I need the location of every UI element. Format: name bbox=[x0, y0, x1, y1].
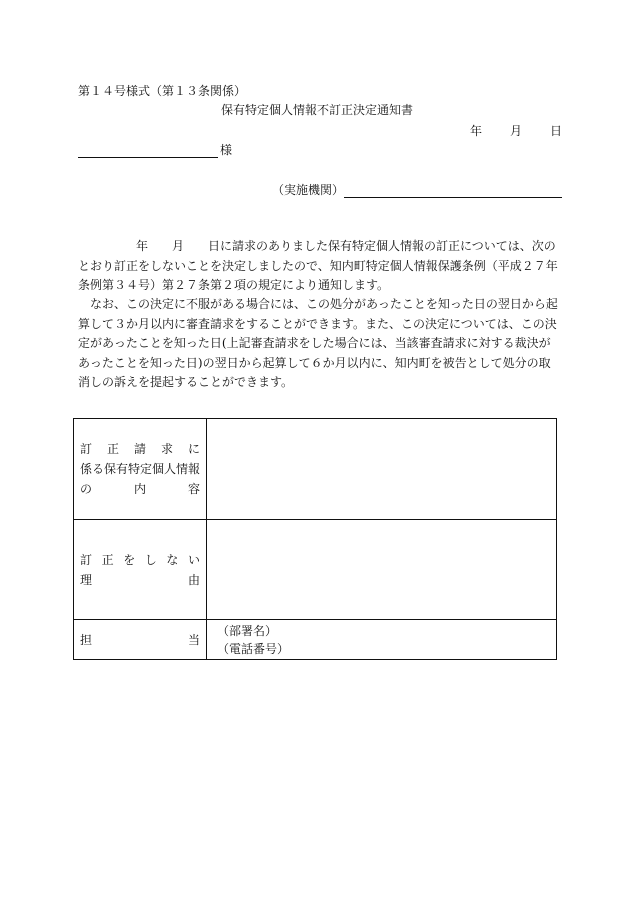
refusal-reason-label bbox=[74, 520, 207, 620]
notice-paragraph: 年 月 日に請求のありました保有特定個人情報の訂正については、次のとおり訂正をしないことを決定しましたので、知内町特定個人情報保護条例（平成２７年条例第３４号）第２７条第２項の規定により通知します。 bbox=[78, 239, 558, 292]
table-row bbox=[74, 620, 557, 660]
request-content-label bbox=[74, 419, 207, 520]
label-line: 訂正請求に bbox=[80, 442, 200, 456]
document-title: 保有特定個人情報不訂正決定通知書 bbox=[221, 103, 414, 117]
addressee-suffix: 様 bbox=[220, 143, 233, 157]
contact-value bbox=[207, 620, 557, 660]
table-row bbox=[74, 419, 557, 520]
label-line: 担当 bbox=[80, 632, 200, 647]
label-line: 係る保有特定個人情報 bbox=[80, 462, 201, 476]
refusal-reason-value bbox=[207, 520, 557, 620]
label-line: の内容 bbox=[80, 482, 200, 496]
agency-line bbox=[344, 183, 562, 198]
date-day-label: 日 bbox=[550, 124, 563, 138]
issue-date bbox=[470, 122, 562, 139]
date-month-label: 月 bbox=[510, 124, 523, 138]
agency-label: （実施機関） bbox=[272, 183, 345, 197]
addressee bbox=[78, 141, 232, 158]
date-year-label: 年 bbox=[470, 124, 483, 138]
form-number: 第１４号様式（第１３条関係） bbox=[78, 84, 247, 98]
department-name: （部署名） bbox=[217, 623, 278, 638]
label-line: 理由 bbox=[80, 572, 200, 587]
table-row bbox=[74, 520, 557, 620]
details-table bbox=[73, 418, 557, 660]
phone-number: （電話番号） bbox=[217, 641, 290, 656]
agency bbox=[272, 181, 562, 198]
contact-label bbox=[74, 620, 207, 660]
request-content-value bbox=[207, 419, 557, 520]
label-line: 訂正をしない bbox=[80, 552, 200, 567]
appeal-paragraph: なお、この決定に不服がある場合には、この処分があったことを知った日の翌日から起算して３か月以内に審査請求をすることができます。また、この決定については、この決定があったことを知った日(上記審査請求をした場合には、当該審査請求に対する裁決があったことを知った日)の翌日から起算して６か月以内に、知内町を被告として処分の取消しの訴えを提起することができます。 bbox=[78, 297, 558, 389]
addressee-line bbox=[78, 143, 218, 158]
